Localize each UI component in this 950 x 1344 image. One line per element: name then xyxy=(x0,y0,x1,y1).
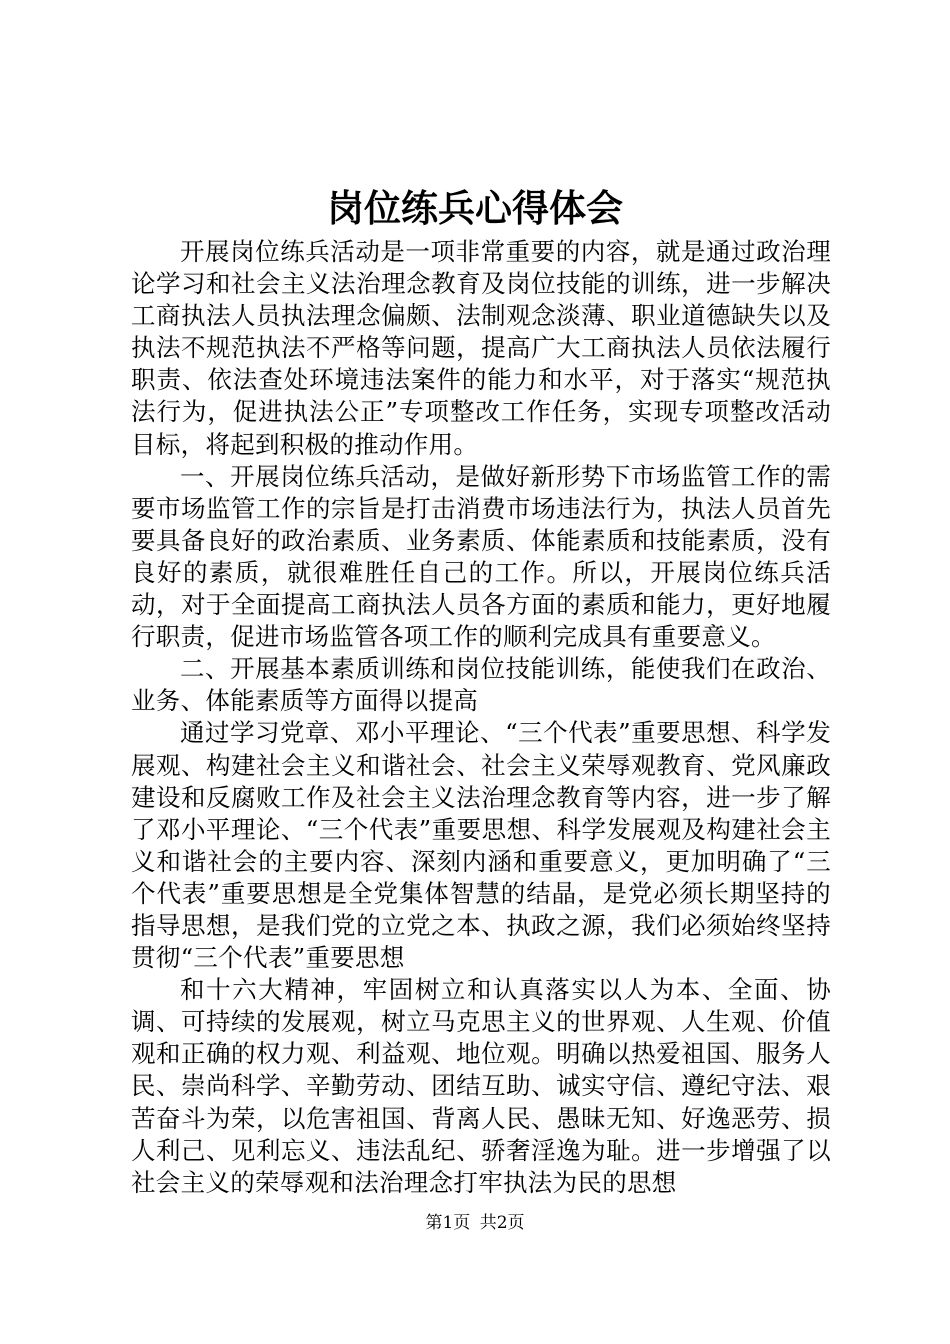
paragraph-intro: 开展岗位练兵活动是一项非常重要的内容，就是通过政治理论学习和社会主义法治理念教育及岗位技能的训练，进一步解决工商执法人员执法理念偏颇、法制观念淡薄、职业道德缺失以及执法不规范执法不严格等问题，提高广大工商执法人员依法履行职责、依法查处环境违法案件的能力和水平，对于落实“规范执法行为，促进执法公正”专项整改工作任务，实现专项整改活动目标，将起到积极的推动作用。 xyxy=(131,237,831,459)
paragraph-study: 通过学习党章、邓小平理论、“三个代表”重要思想、科学发展观、构建社会主义和谐社会、社会主义荣辱观教育、党风廉政建设和反腐败工作及社会主义法治理念教育等内容，进一步了解了邓小平理论、“三个代表”重要思想、科学发展观及构建社会主义和谐社会的主要内容、深刻内涵和重要意义，更加明确了“三个代表”重要思想是全党集体智慧的结晶，是党必须长期坚持的指导思想，是我们党的立党之本、执政之源，我们必须始终坚持贯彻“三个代表”重要思想 xyxy=(131,718,832,973)
paragraph-values: 和十六大精神，牢固树立和认真落实以人为本、全面、协调、可持续的发展观，树立马克思主义的世界观、人生观、价值观和正确的权力观、利益观、地位观。明确以热爱祖国、服务人民、崇尚科学、辛勤劳动、团结互助、诚实守信、遵纪守法、艰苦奋斗为荣，以危害祖国、背离人民、愚昧无知、好逸恶劳、损人利己、见利忘义、违法乱纪、骄奢淫逸为耻。进一步增强了以社会主义的荣辱观和法治理念打牢执法为民的思想 xyxy=(131,975,831,1197)
paragraph-section-2-heading: 二、开展基本素质训练和岗位技能训练，能使我们在政治、业务、体能素质等方面得以提高 xyxy=(131,654,831,716)
document-title: 岗位练兵心得体会 xyxy=(327,186,623,230)
page-footer xyxy=(0,1211,950,1235)
paragraph-section-1: 一、开展岗位练兵活动，是做好新形势下市场监管工作的需要市场监管工作的宗旨是打击消费市场违法行为，执法人员首先要具备良好的政治素质、业务素质、体能素质和技能素质，没有良好的素质，就很难胜任自己的工作。所以，开展岗位练兵活动，对于全面提高工商执法人员各方面的素质和能力，更好地履行职责，促进市场监管各项工作的顺利完成具有重要意义。 xyxy=(131,461,831,652)
page-number: 第1页 xyxy=(425,1213,471,1233)
document-body xyxy=(131,236,831,1199)
page-total: 共2页 xyxy=(479,1213,525,1233)
